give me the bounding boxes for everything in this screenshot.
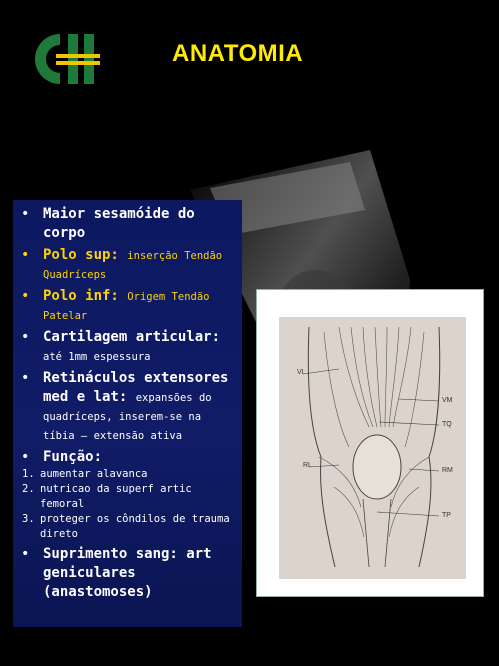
list-item-detail: até 1mm espessura bbox=[43, 351, 151, 363]
list-item bbox=[19, 328, 238, 366]
list-item-heading: Polo inf: bbox=[43, 288, 119, 304]
function-item bbox=[22, 512, 238, 542]
function-text: nutricao da superf artic femoral bbox=[40, 483, 192, 510]
function-number: 1. bbox=[22, 468, 35, 480]
text-panel bbox=[13, 200, 242, 627]
list-item bbox=[19, 545, 238, 602]
label-rl: RL bbox=[303, 462, 312, 469]
function-number: 2. bbox=[22, 483, 35, 495]
institution-logo bbox=[30, 30, 102, 88]
knee-anatomy-illustration bbox=[279, 317, 466, 579]
function-text: proteger os côndilos de trauma direto bbox=[40, 513, 230, 540]
list-item bbox=[19, 287, 238, 325]
list-item bbox=[19, 246, 238, 284]
function-item bbox=[22, 467, 238, 482]
list-item-detail: Origem Tendão Patelar bbox=[43, 291, 210, 322]
bullet-icon: • bbox=[21, 288, 30, 304]
list-item bbox=[19, 369, 238, 445]
label-vm: VM bbox=[442, 397, 453, 404]
bullet-icon: • bbox=[21, 206, 30, 222]
bullet-list bbox=[13, 200, 242, 605]
function-text: aumentar alavanca bbox=[40, 468, 148, 480]
list-item-heading: Cartilagem articular: bbox=[43, 329, 221, 345]
function-number: 3. bbox=[22, 513, 35, 525]
bullet-icon: • bbox=[21, 370, 30, 386]
label-rm: RM bbox=[442, 467, 453, 474]
list-item bbox=[19, 205, 238, 243]
label-tq: TQ bbox=[442, 421, 452, 428]
page-title: ANATOMIA bbox=[172, 40, 304, 67]
label-tp: TP bbox=[442, 512, 451, 519]
list-item-heading: Função: bbox=[43, 449, 103, 465]
list-item-detail: inserção Tendão Quadríceps bbox=[43, 250, 223, 281]
function-item bbox=[22, 482, 238, 512]
bullet-icon: • bbox=[21, 329, 30, 345]
list-item-text: Suprimento sang: art geniculares (anastomoses) bbox=[43, 546, 212, 600]
bullet-icon: • bbox=[21, 546, 30, 562]
list-item-heading: Polo sup: bbox=[43, 247, 119, 263]
bullet-icon: • bbox=[21, 247, 30, 263]
label-vl: VL bbox=[297, 369, 306, 376]
illustration-frame bbox=[256, 289, 484, 597]
list-item-detail: expansões do quadríceps, inserem-se na tíbia – extensão ativa bbox=[43, 392, 212, 442]
list-item bbox=[19, 448, 238, 467]
bullet-icon: • bbox=[21, 449, 30, 465]
knee-drawing bbox=[279, 317, 466, 579]
list-item-text: Maior sesamóide do corpo bbox=[43, 206, 195, 241]
list-item-heading: Retináculos extensores med e lat: bbox=[43, 370, 229, 405]
